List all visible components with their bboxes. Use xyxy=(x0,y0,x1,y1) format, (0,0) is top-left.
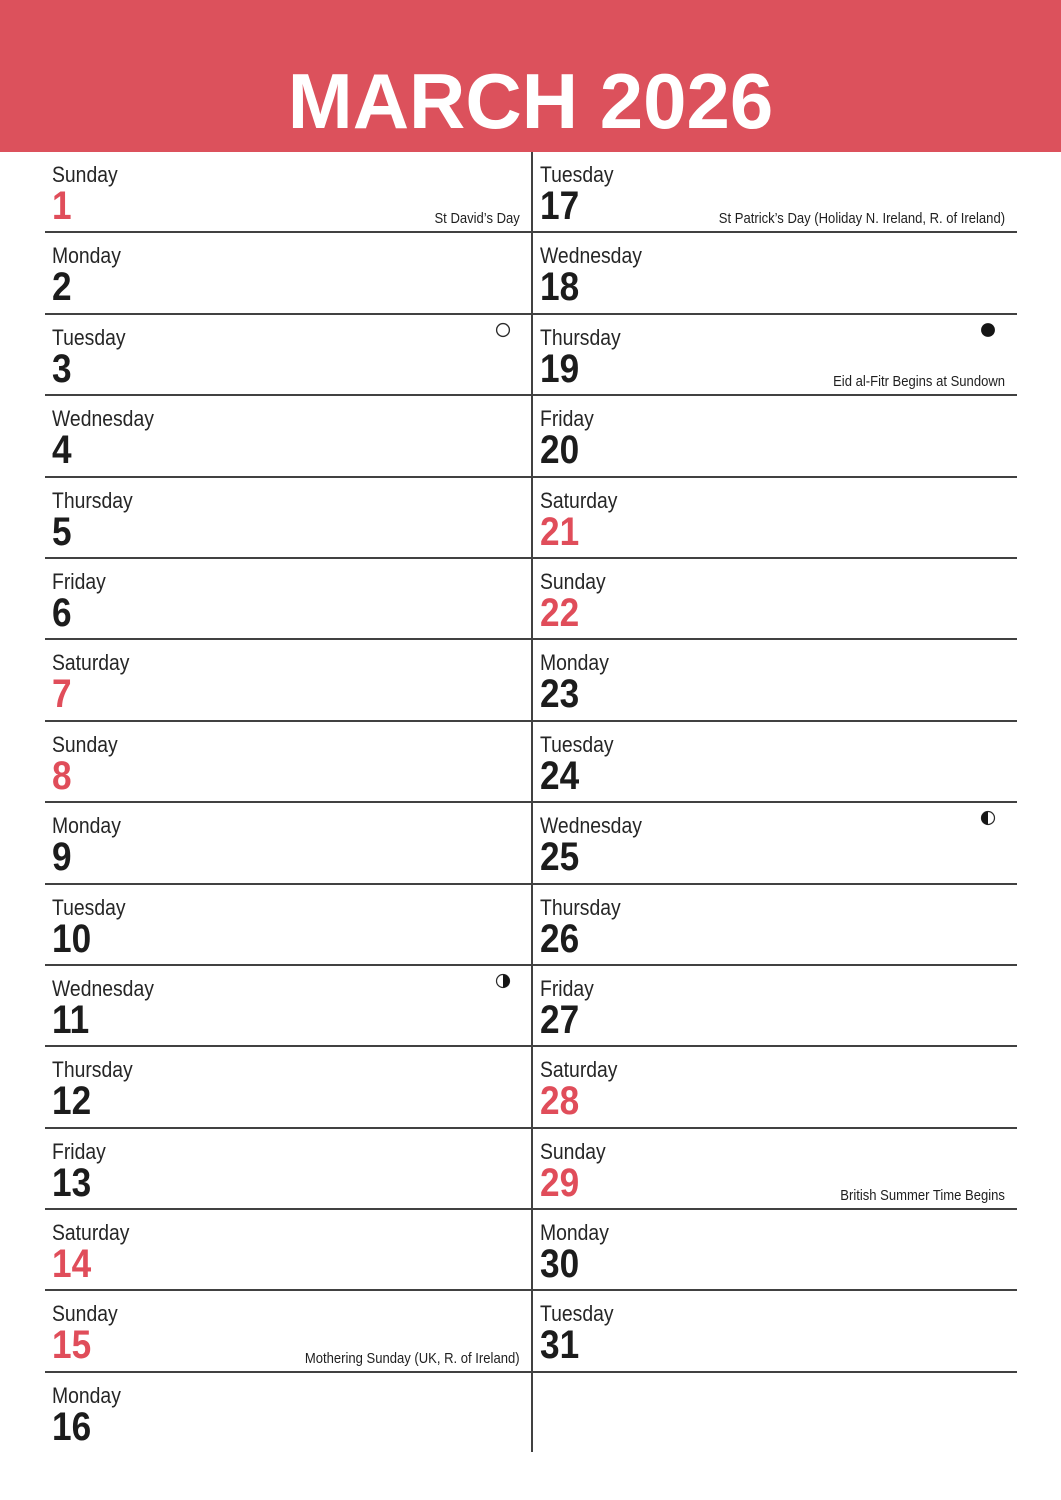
day-cell xyxy=(533,315,1017,396)
holiday-note: St David’s Day xyxy=(434,211,520,228)
day-number: 13 xyxy=(52,1160,92,1205)
day-number: 30 xyxy=(540,1242,580,1287)
day-name: Wednesday xyxy=(540,243,642,269)
day-cell xyxy=(533,966,1017,1047)
day-number: 19 xyxy=(540,346,580,391)
calendar-header-banner xyxy=(0,0,1061,152)
page-title: MARCH 2026 xyxy=(287,57,774,145)
day-number: 22 xyxy=(540,590,580,635)
holiday-note: St Patrick’s Day (Holiday N. Ireland, R. of Ireland) xyxy=(718,211,1005,228)
day-cell xyxy=(45,315,532,396)
day-name: Sunday xyxy=(540,1138,606,1164)
day-cell xyxy=(45,233,532,314)
day-number: 2 xyxy=(52,265,72,310)
day-cell xyxy=(45,152,532,233)
holiday-note: Mothering Sunday (UK, R. of Ireland) xyxy=(305,1350,520,1367)
day-name: Monday xyxy=(52,1382,121,1408)
day-cell xyxy=(533,803,1017,884)
day-cell xyxy=(45,1373,532,1454)
day-cell xyxy=(533,559,1017,640)
day-name: Sunday xyxy=(52,162,118,187)
day-name: Monday xyxy=(540,650,609,676)
day-name: Friday xyxy=(52,568,106,594)
calendar-grid xyxy=(0,152,1061,1462)
day-cell xyxy=(533,640,1017,721)
day-name: Monday xyxy=(540,1220,609,1246)
day-number: 3 xyxy=(52,346,72,391)
empty-cell xyxy=(533,1373,1017,1454)
holiday-note: Eid al-Fitr Begins at Sundown xyxy=(833,374,1005,391)
day-cell xyxy=(45,640,532,721)
day-cell xyxy=(45,1210,532,1291)
day-cell xyxy=(45,803,532,884)
day-name: Saturday xyxy=(52,650,130,676)
day-name: Saturday xyxy=(540,487,618,513)
day-name: Monday xyxy=(52,813,121,839)
day-number: 9 xyxy=(52,835,72,880)
day-number: 8 xyxy=(52,753,72,798)
day-number: 4 xyxy=(52,428,72,473)
day-number: 12 xyxy=(52,1079,92,1124)
day-cell xyxy=(45,722,532,803)
day-number: 6 xyxy=(52,590,72,635)
day-number: 18 xyxy=(540,265,580,310)
day-cell xyxy=(45,396,532,477)
day-number: 28 xyxy=(540,1079,580,1124)
day-number: 7 xyxy=(52,672,72,717)
day-cell xyxy=(45,559,532,640)
day-number: 21 xyxy=(540,509,580,554)
day-number: 1 xyxy=(52,184,72,228)
day-number: 29 xyxy=(540,1160,580,1205)
day-cell xyxy=(45,1047,532,1128)
day-name: Friday xyxy=(540,406,594,432)
day-name: Sunday xyxy=(540,568,606,594)
day-number: 17 xyxy=(540,184,580,228)
day-name: Monday xyxy=(52,243,121,269)
day-number: 27 xyxy=(540,997,580,1042)
day-number: 23 xyxy=(540,672,580,717)
day-cell xyxy=(533,1047,1017,1128)
day-cell xyxy=(533,152,1017,233)
new-moon-icon xyxy=(980,322,996,338)
holiday-note: British Summer Time Begins xyxy=(840,1188,1005,1205)
day-name: Friday xyxy=(540,975,594,1001)
day-cell xyxy=(533,396,1017,477)
day-number: 15 xyxy=(52,1323,92,1368)
day-name: Thursday xyxy=(52,1057,133,1083)
day-number: 16 xyxy=(52,1404,92,1449)
day-number: 5 xyxy=(52,509,72,554)
day-number: 26 xyxy=(540,916,580,961)
day-name: Tuesday xyxy=(540,162,614,187)
day-name: Tuesday xyxy=(540,731,614,757)
day-cell xyxy=(45,478,532,559)
day-cell xyxy=(45,885,532,966)
first-quarter-moon-icon xyxy=(980,810,996,826)
day-number: 14 xyxy=(52,1242,92,1287)
day-number: 25 xyxy=(540,835,580,880)
day-number: 11 xyxy=(52,997,90,1042)
day-name: Wednesday xyxy=(52,406,154,432)
day-name: Tuesday xyxy=(52,894,126,920)
calendar-column-left xyxy=(45,152,532,1454)
day-name: Sunday xyxy=(52,1301,118,1327)
day-name: Tuesday xyxy=(52,324,126,350)
day-cell xyxy=(533,722,1017,803)
day-name: Thursday xyxy=(540,324,621,350)
day-cell xyxy=(45,1129,532,1210)
calendar-column-right xyxy=(533,152,1017,1454)
day-number: 24 xyxy=(540,753,580,798)
day-cell xyxy=(533,1291,1017,1372)
day-name: Wednesday xyxy=(52,975,154,1001)
day-name: Tuesday xyxy=(540,1301,614,1327)
last-quarter-moon-icon xyxy=(495,973,511,989)
day-cell xyxy=(533,885,1017,966)
day-number: 20 xyxy=(540,428,580,473)
day-cell xyxy=(533,478,1017,559)
day-cell xyxy=(533,233,1017,314)
full-moon-icon xyxy=(495,322,511,338)
day-name: Thursday xyxy=(52,487,133,513)
day-name: Saturday xyxy=(540,1057,618,1083)
day-name: Thursday xyxy=(540,894,621,920)
day-cell xyxy=(45,1291,532,1372)
day-name: Wednesday xyxy=(540,813,642,839)
day-name: Saturday xyxy=(52,1220,130,1246)
day-name: Sunday xyxy=(52,731,118,757)
day-cell xyxy=(45,966,532,1047)
day-cell xyxy=(533,1210,1017,1291)
day-name: Friday xyxy=(52,1138,106,1164)
day-number: 10 xyxy=(52,916,92,961)
day-number: 31 xyxy=(540,1323,580,1368)
day-cell xyxy=(533,1129,1017,1210)
